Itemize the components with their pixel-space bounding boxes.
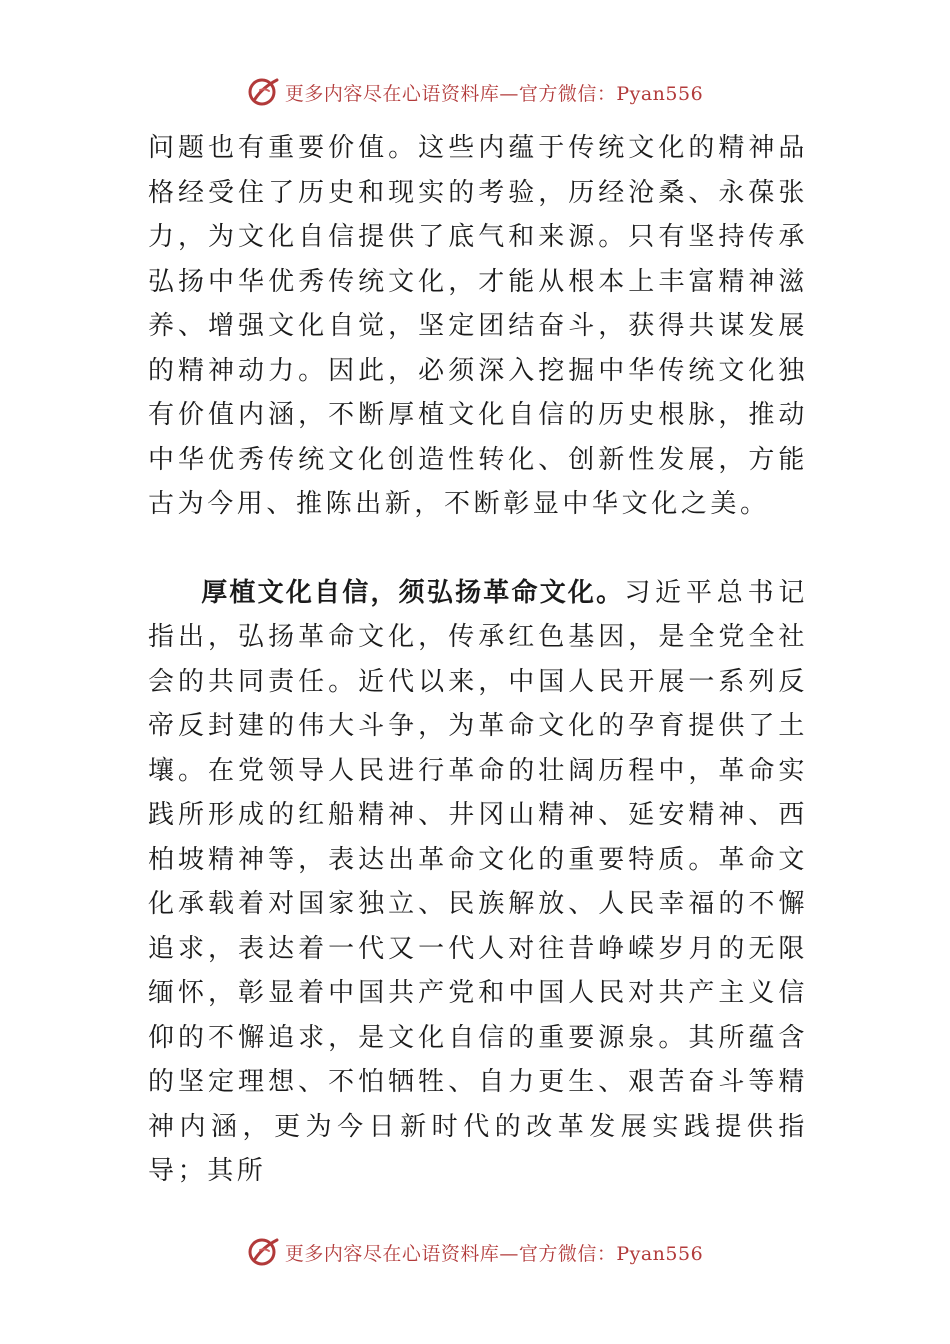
paragraph-2-body: 习近平总书记指出，弘扬革命文化，传承红色基因，是全党全社会的共同责任。近代以来，中国人民开展一系列反帝反封建的伟大斗争，为革命文化的孕育提供了土壤。在党领导人民进行革命的壮阔历程中，革命实践所形成的红船精神、井冈山精神、延安精神、西柏坡精神等，表达出革命文化的重要特质。革命文化承载着对国家独立、民族解放、人民幸福的不懈追求，表达着一代又一代人对往昔峥嵘岁月的无限缅怀，彰显着中国共产党和中国人民对共产主义信仰的不懈追求，是文化自信的重要源泉。其所蕴含的坚定理想、不怕牺牲、自力更生、艰苦奋斗等精神内涵，更为今日新时代的改革发展实践提供指导；其所: [148, 577, 808, 1186]
document-body: [148, 126, 808, 1194]
header-banner: [0, 70, 950, 114]
footer-banner: [0, 1230, 950, 1274]
banner-text: 更多内容尽在心语资料库—官方微信：Pyan556: [284, 82, 704, 105]
banner-text: 更多内容尽在心语资料库—官方微信：Pyan556: [284, 1242, 704, 1265]
paragraph-1: 问题也有重要价值。这些内蕴于传统文化的精神品格经受住了历史和现实的考验，历经沧桑、永葆张力，为文化自信提供了底气和来源。只有坚持传承弘扬中华优秀传统文化，才能从根本上丰富精神滋养、增强文化自觉，坚定团结奋斗，获得共谋发展的精神动力。因此，必须深入挖掘中华传统文化独有价值内涵，不断厚植文化自信的历史根脉，推动中华优秀传统文化创造性转化、创新性发展，方能古为今用、推陈出新，不断彰显中华文化之美。: [148, 133, 808, 519]
paragraph-2-heading: 厚植文化自信，须弘扬革命文化。: [200, 577, 625, 608]
brush-logo-icon: [247, 1235, 281, 1269]
brush-logo-icon: [247, 75, 281, 109]
paragraph-2: [148, 571, 808, 1194]
